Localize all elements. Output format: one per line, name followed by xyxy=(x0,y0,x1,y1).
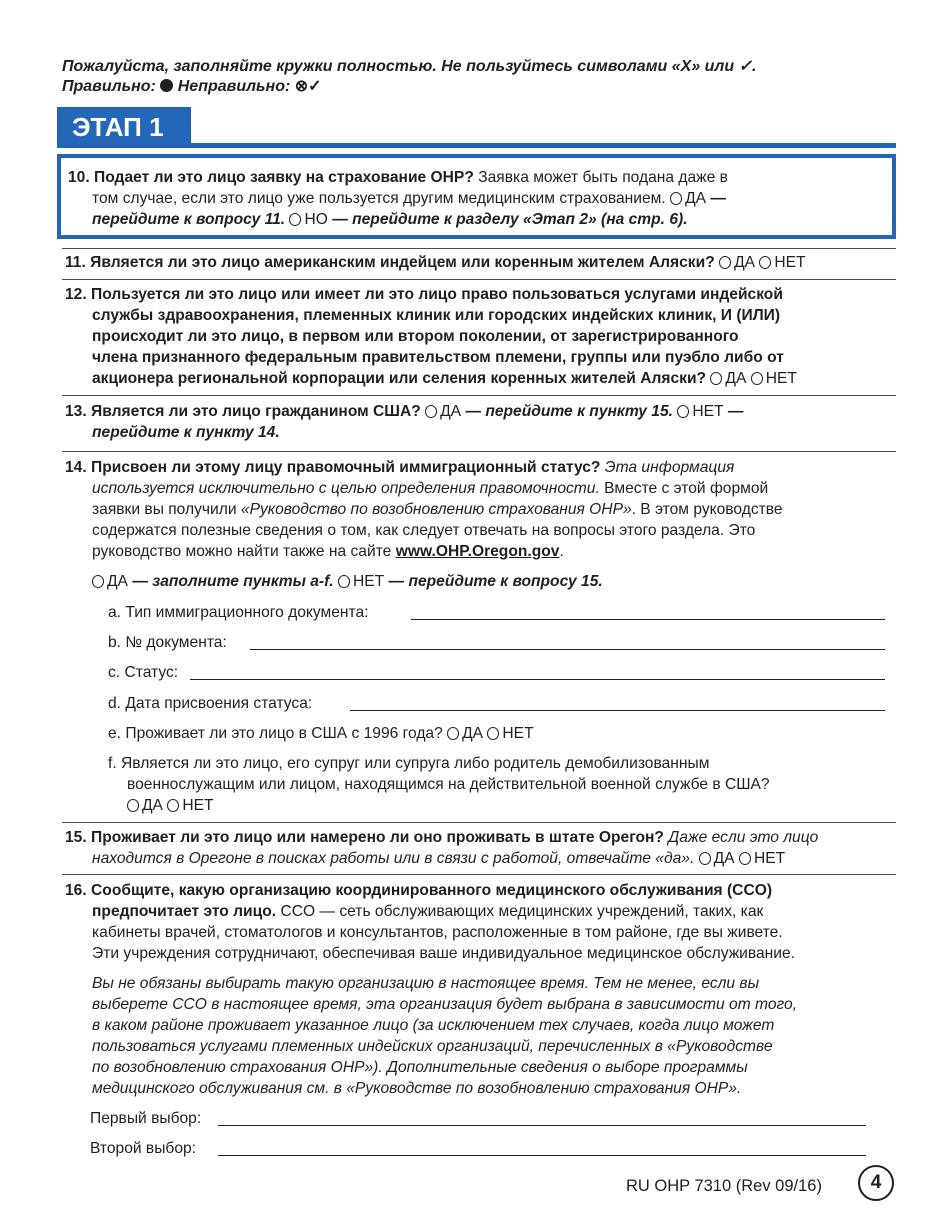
question-10-prompt: Подает ли это лицо заявку на страхование OHP? xyxy=(94,169,474,186)
separator xyxy=(62,395,896,396)
question-10-number: 10. xyxy=(68,169,90,186)
question-12-line2 xyxy=(92,305,780,326)
q14-no-radio[interactable] xyxy=(338,575,350,588)
q11-yes-label: ДА xyxy=(734,254,756,271)
question-14-line1 xyxy=(65,457,734,478)
question-16-note: выберете CCO в настоящее время, эта организация будет выбрана в зависимости от того, xyxy=(92,996,798,1013)
question-16-prompt: Сообщите, какую организацию координированного медицинского обслуживания (CCO) xyxy=(91,882,773,899)
document-type-field[interactable] xyxy=(411,605,885,620)
question-13-prompt: Является ли это лицо гражданином США? xyxy=(91,403,421,420)
question-14-note: Эта информация xyxy=(604,459,735,476)
q10-no-goto: — перейдите к разделу «Этап 2» (на стр. 6). xyxy=(332,211,688,228)
question-14-text: заявки вы получили xyxy=(92,501,237,518)
question-12-text: службы здравоохранения, племенных клиник или городских индейских клиник, И (ИЛИ) xyxy=(92,307,781,324)
q13-yes-goto: — перейдите к пункту 15. xyxy=(465,403,673,420)
question-14-prompt: Присвоен ли этому лицу правомочный иммиграционный статус? xyxy=(91,459,601,476)
q14b-label: № документа: xyxy=(125,634,227,651)
q10-no-radio[interactable] xyxy=(289,213,301,226)
question-10-text: Заявка может быть подана даже в xyxy=(478,169,728,186)
incorrect-marks-icon: ⊗✓ xyxy=(294,78,322,95)
question-14-line4 xyxy=(92,520,755,541)
question-12-text: акционера региональной корпорации или селения коренных жителей Аляски? xyxy=(92,370,707,387)
question-14-line5 xyxy=(92,541,564,562)
question-12-line5 xyxy=(92,368,797,389)
question-10-line2 xyxy=(92,188,726,209)
question-14-text: Вместе с этой формой xyxy=(604,480,769,497)
q13-dash: — xyxy=(727,403,744,420)
q14f-label: Является ли это лицо, его супруг или супруга либо родитель демобилизованным xyxy=(121,755,710,772)
stage-title: ЭТАП 1 xyxy=(72,112,164,142)
q14f-no-radio[interactable] xyxy=(167,799,179,812)
q14f-row2 xyxy=(127,774,770,795)
question-16-line2 xyxy=(92,901,763,922)
second-choice-field[interactable] xyxy=(218,1141,866,1156)
question-10-line1 xyxy=(68,167,728,188)
q12-yes-radio[interactable] xyxy=(710,372,722,385)
stage-tab xyxy=(57,107,191,148)
q14e-no-radio[interactable] xyxy=(487,727,499,740)
question-13-line2 xyxy=(92,422,280,443)
item-letter: e. xyxy=(108,725,122,742)
q14e-label: Проживает ли это лицо в США с 1996 года? xyxy=(125,725,443,742)
q14f-answers xyxy=(127,795,214,816)
second-choice-label: Второй выбор: xyxy=(90,1140,197,1157)
status-date-field[interactable] xyxy=(350,696,885,711)
question-12-text: происходит ли это лицо, в первом или втором поколении, от зарегистрированного xyxy=(92,328,739,345)
separator xyxy=(62,248,896,249)
question-16-text: кабинеты врачей, стоматологов и консультантов, расположенные в том районе, где вы живете. xyxy=(92,924,783,941)
question-14-text: руководство можно найти также на сайте xyxy=(92,543,392,560)
q10-no-label: НО xyxy=(304,211,328,228)
q12-no-label: НЕТ xyxy=(765,370,797,387)
item-letter: c. xyxy=(108,664,121,681)
q14e-row xyxy=(108,723,534,744)
q14f-no-label: НЕТ xyxy=(182,797,214,814)
q15-yes-radio[interactable] xyxy=(699,852,711,865)
filled-circle-icon xyxy=(160,79,173,92)
question-14-line2 xyxy=(92,478,768,499)
separator xyxy=(62,822,896,823)
question-11-prompt: Является ли это лицо американским индейцем или коренным жителем Аляски? xyxy=(90,254,715,271)
q15-no-radio[interactable] xyxy=(739,852,751,865)
question-16-note: пользоваться услугами племенных индейских организаций, перечисленных в «Руководстве xyxy=(92,1038,773,1055)
q14f-yes-label: ДА xyxy=(142,797,163,814)
first-choice-field[interactable] xyxy=(218,1111,866,1126)
q14f-row xyxy=(108,753,709,774)
q12-yes-label: ДА xyxy=(725,370,747,387)
question-15-note: Даже если это лицо xyxy=(668,829,819,846)
question-16-note: Вы не обязаны выбирать такую организацию в настоящее время. Тем не менее, если вы xyxy=(92,975,760,992)
q13-yes-radio[interactable] xyxy=(425,405,437,418)
question-14-text: . В этом руководстве xyxy=(631,501,783,518)
q14-no-goto: — перейдите к вопросу 15. xyxy=(388,573,603,590)
q15-no-label: НЕТ xyxy=(753,850,786,867)
question-16-line3 xyxy=(92,922,783,943)
item-letter: d. xyxy=(108,695,122,712)
question-15-line1 xyxy=(65,827,818,848)
question-15-prompt: Проживает ли это лицо или намерено ли оно проживать в штате Орегон? xyxy=(91,829,664,846)
question-10-line3 xyxy=(92,209,688,230)
question-12-text: Пользуется ли это лицо или имеет ли это лицо право пользоваться услугами индейской xyxy=(91,286,783,303)
correct-incorrect-legend xyxy=(62,76,322,97)
question-15-note: находится в Орегоне в поисках работы или в связи с работой, отвечайте «да». xyxy=(92,850,695,867)
q14-yes-goto: — заполните пункты a-f. xyxy=(132,573,334,590)
q14f-label: военнослужащим или лицом, находящимся на действительной военной службе в США? xyxy=(127,776,770,793)
question-16-text: CCO — сеть обслуживающих медицинских учреждений, таких, как xyxy=(280,903,764,920)
ohp-website-link[interactable]: www.OHP.Oregon.gov xyxy=(395,543,560,560)
q11-yes-radio[interactable] xyxy=(719,256,731,269)
question-15-number: 15. xyxy=(65,829,87,846)
q14b-row xyxy=(108,632,227,653)
fill-instructions: Пожалуйста, заполняйте кружки полностью. Не пользуйтесь символами «X» или ✓. xyxy=(62,58,757,75)
q14f-yes-radio[interactable] xyxy=(127,799,139,812)
question-14-text: содержатся полезные сведения о том, как следует отвечать на вопросы этого раздела. Это xyxy=(92,522,756,539)
q14a-row xyxy=(108,602,369,623)
q14a-label: Тип иммиграционного документа: xyxy=(125,604,369,621)
q14c-row xyxy=(108,662,178,683)
q14e-no-label: НЕТ xyxy=(502,725,534,742)
separator xyxy=(62,279,896,280)
q11-no-label: НЕТ xyxy=(774,254,806,271)
q10-yes-label: ДА xyxy=(685,190,707,207)
question-14-note: используется исключительно с целью определения правомочности. xyxy=(92,480,600,497)
q10-yes-goto: перейдите к вопросу 11. xyxy=(92,211,286,228)
q13-no-goto: перейдите к пункту 14. xyxy=(92,424,280,441)
question-16-line4 xyxy=(92,943,795,964)
document-number-field[interactable] xyxy=(250,635,885,650)
q12-no-radio[interactable] xyxy=(751,372,763,385)
question-10-text2: том случае, если это лицо уже пользуется другим медицинским страхованием. xyxy=(92,190,666,207)
question-14-line3 xyxy=(92,499,783,520)
q14-no-label: НЕТ xyxy=(353,573,385,590)
question-14-guide-title: «Руководство по возобновлению страхования OHP» xyxy=(240,501,632,518)
question-14-answers xyxy=(92,571,603,592)
q10-yes-radio[interactable] xyxy=(670,192,682,205)
q13-no-label: НЕТ xyxy=(692,403,724,420)
q14c-label: Статус: xyxy=(124,664,179,681)
correct-label: Правильно: xyxy=(62,78,156,95)
q14-yes-radio[interactable] xyxy=(92,575,104,588)
q13-no-radio[interactable] xyxy=(677,405,689,418)
item-letter: f. xyxy=(108,755,117,772)
question-12-line3 xyxy=(92,326,739,347)
q11-no-radio[interactable] xyxy=(759,256,771,269)
q14d-label: Дата присвоения статуса: xyxy=(125,695,313,712)
status-field[interactable] xyxy=(190,665,885,680)
q14-yes-label: ДА xyxy=(107,573,128,590)
question-12-line1 xyxy=(65,284,783,305)
incorrect-label: Неправильно: xyxy=(177,78,291,95)
item-letter: b. xyxy=(108,634,122,651)
period: . xyxy=(559,543,564,560)
item-letter: a. xyxy=(108,604,122,621)
question-12-number: 12. xyxy=(65,286,87,303)
question-11-number: 11. xyxy=(65,254,86,271)
question-16-note: медицинского обслуживания см. в «Руководстве по возобновлению страхования OHP». xyxy=(92,1080,742,1097)
question-12-text: члена признанного федеральным правительством племени, группы или пуэбло либо от xyxy=(92,349,784,366)
page-number: 4 xyxy=(858,1165,894,1201)
question-11 xyxy=(65,252,806,273)
question-15-line2 xyxy=(92,848,785,869)
question-16-line1 xyxy=(65,880,772,901)
question-12-line4 xyxy=(92,347,784,368)
q14e-yes-radio[interactable] xyxy=(447,727,459,740)
question-13-line1 xyxy=(65,401,743,422)
question-16-prompt: предпочитает это лицо. xyxy=(92,903,277,920)
q10-dash: — xyxy=(710,190,726,207)
question-13-number: 13. xyxy=(65,403,87,420)
question-16-text: Эти учреждения сотрудничают, обеспечивая ваше индивидуальное медицинское обслуживание. xyxy=(92,945,796,962)
question-16-note: в каком районе проживает указанное лицо (за исключением тех случаев, когда лицо может xyxy=(92,1017,775,1034)
separator xyxy=(62,874,896,875)
q15-yes-label: ДА xyxy=(713,850,735,867)
separator xyxy=(62,451,896,452)
q13-yes-label: ДА xyxy=(440,403,462,420)
first-choice-label: Первый выбор: xyxy=(90,1110,202,1127)
q14d-row xyxy=(108,693,312,714)
form-id: RU OHP 7310 (Rev 09/16) xyxy=(626,1177,822,1195)
question-16-note: по возобновлению страхования OHP»). Дополнительные сведения о выборе программы xyxy=(92,1059,748,1076)
question-16-number: 16. xyxy=(65,882,87,899)
question-14-number: 14. xyxy=(65,459,87,476)
stage-rule xyxy=(57,143,896,148)
q14e-yes-label: ДА xyxy=(462,725,484,742)
